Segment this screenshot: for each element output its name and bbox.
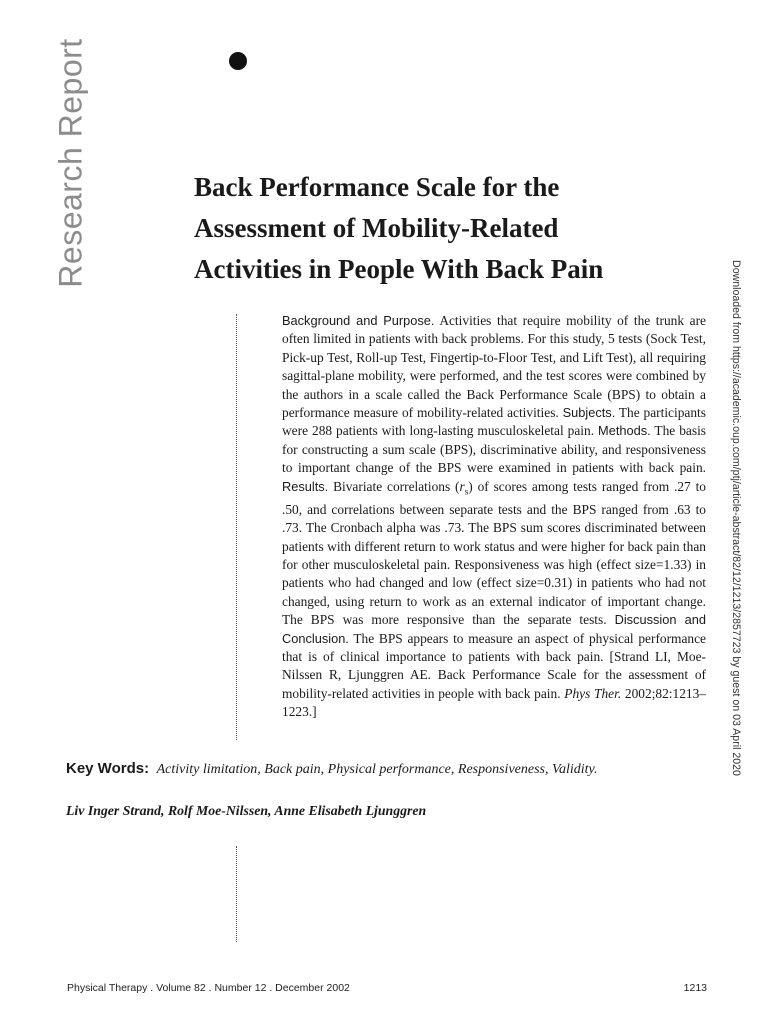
title-line: Back Performance Scale for the	[194, 172, 560, 202]
section-label	[26, 37, 116, 288]
abstract-heading-subjects: Subjects.	[562, 405, 616, 421]
abstract-results-text-continued: ) of scores among tests ranged from .27 to .50, and correlations between separate tests and the BPS ranged from .63 to .73. The Cronbach alpha was .73. The BPS sum scores discriminated between patients with different return to work status and were higher for back pain than for other musculoskeletal pain. Responsiveness was high (effect size=1.33) in patients who had changed and low (effect size=0.31) in patients who had not changed, using return to work as an external indicator of important change. The BPS was more responsive than the separate tests.	[282, 478, 706, 628]
abstract-heading-background: Background and Purpose.	[282, 313, 435, 328]
journal-abbrev: Phys Ther.	[564, 685, 622, 701]
abstract-heading-methods: Methods.	[598, 423, 651, 439]
column-divider	[236, 846, 237, 942]
abstract	[282, 312, 706, 722]
article-title	[194, 167, 714, 290]
keywords-label: Key Words:	[66, 760, 150, 777]
abstract-divider	[236, 314, 237, 740]
title-line: Activities in People With Back Pain	[194, 254, 604, 284]
section-label-text: Research Report	[52, 37, 89, 288]
bullet-icon	[229, 52, 247, 70]
download-watermark	[724, 260, 748, 776]
abstract-conclusion-text: The BPS appears to measure an aspect of physical performance that is of clinical importance to patients with back pain. [Strand LI, Moe-Nilssen R, Ljunggren AE. Back Performance Scale for the assessment of mobility-related activities in people with back pain.	[282, 630, 706, 701]
abstract-background-text: Activities that require mobility of the trunk are often limited in patients with back problems. For this study, 5 tests (Sock Test, Pick-up Test, Roll-up Test, Fingertip-to-Floor Test, and Lift Test), all requiring sagittal-plane mobility, were performed, and the test scores were combined by the authors in a scale called the Back Performance Scale (BPS) to obtain a performance measure of mobility-related activities.	[282, 313, 706, 421]
abstract-heading-results: Results.	[282, 478, 329, 494]
abstract-methods-text: The basis for constructing a sum scale (BPS), discriminative ability, and responsiveness to important change of the BPS were examined in patients with back pain.	[282, 423, 706, 476]
rs-subscript: s	[464, 486, 469, 497]
citation-end: 2002;82:1213–1223.]	[282, 685, 706, 720]
abstract-heading-conclusion: Discussion and Conclusion.	[282, 612, 706, 646]
download-watermark-text: Downloaded from https://academic.oup.com/ptj/article-abstract/82/12/1213/2857723 by guest on 03 April 2020	[730, 260, 742, 776]
abstract-subjects-text: The participants were 288 patients with long-lasting musculoskeletal pain.	[282, 405, 706, 439]
abstract-results-text: Bivariate correlations (	[328, 478, 460, 494]
rs-symbol: r	[459, 478, 465, 494]
title-line: Assessment of Mobility-Related	[194, 213, 559, 243]
keywords-list: Activity limitation, Back pain, Physical performance, Responsiveness, Validity.	[156, 762, 598, 777]
keywords	[66, 760, 726, 778]
page-number: 1213	[683, 982, 707, 994]
footer-journal: Physical Therapy . Volume 82 . Number 12 . December 2002	[67, 982, 350, 994]
authors: Liv Inger Strand, Rolf Moe-Nilssen, Anne Elisabeth Ljunggren	[66, 803, 427, 818]
